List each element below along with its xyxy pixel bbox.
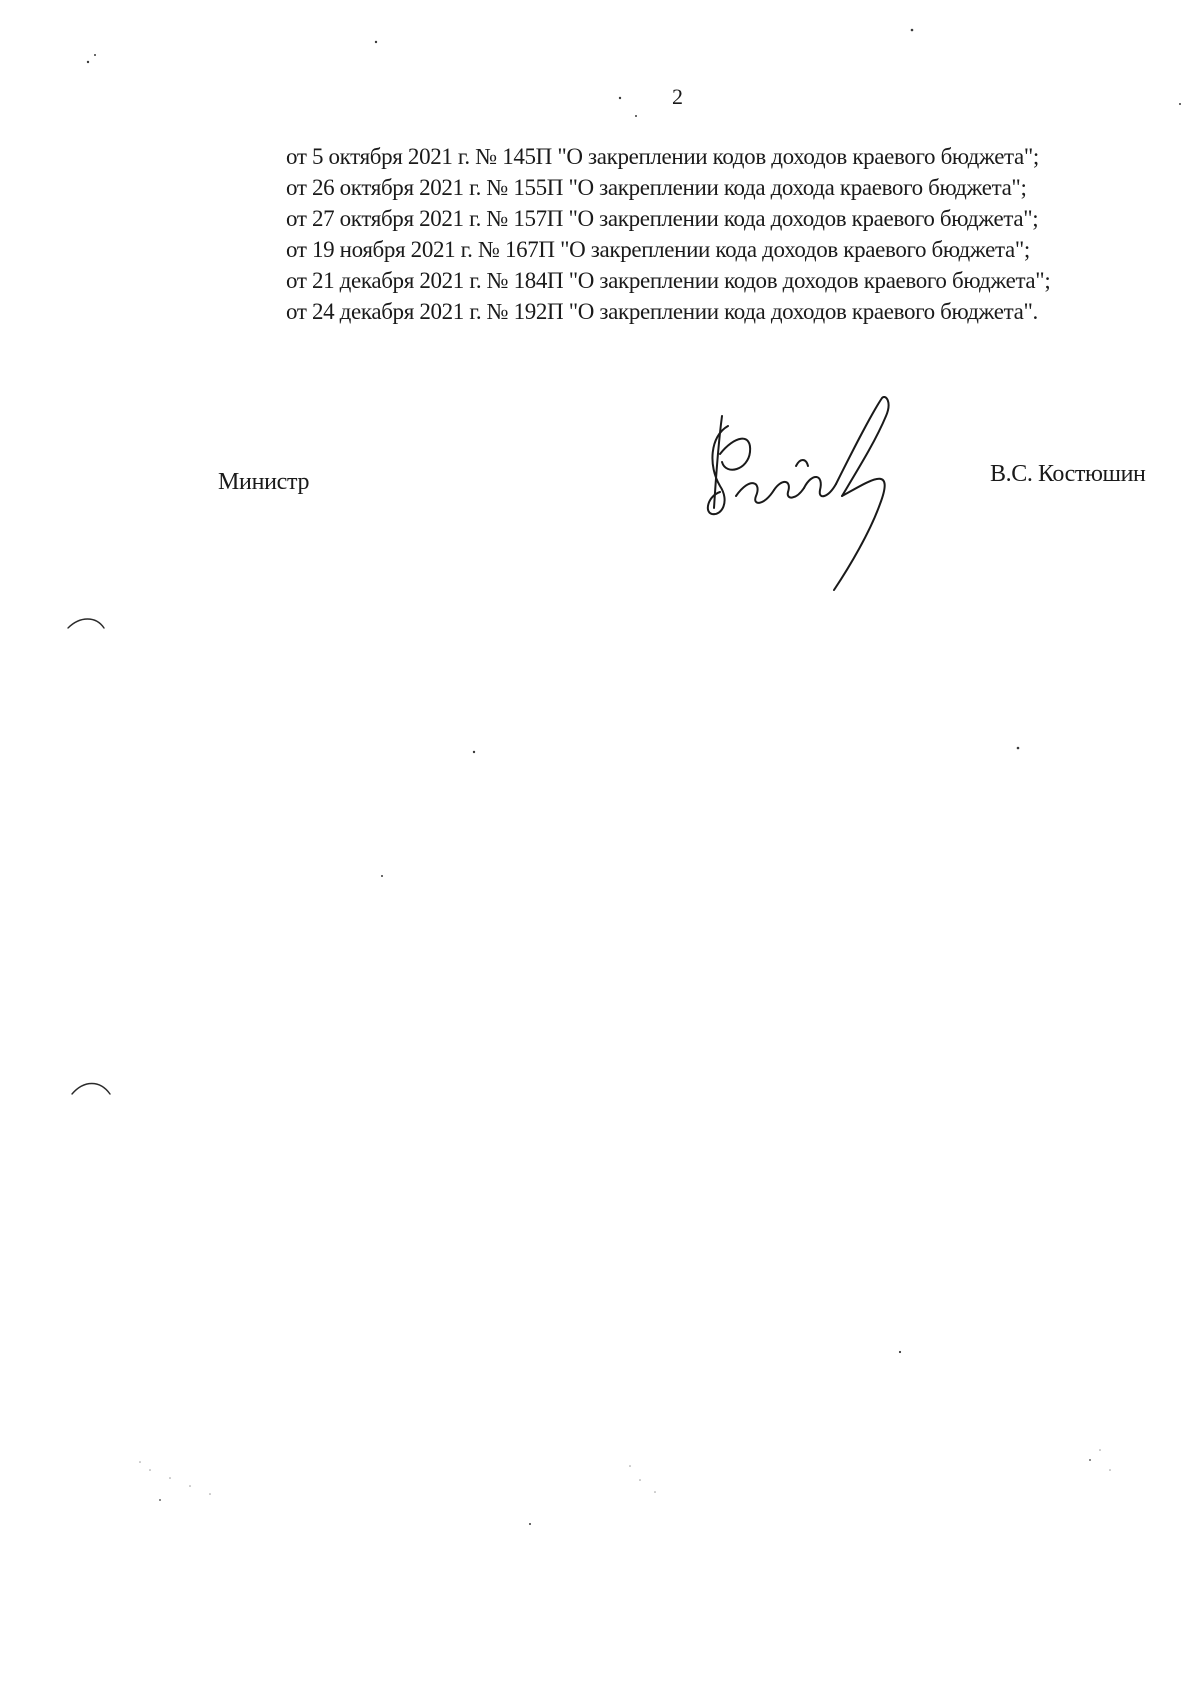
resolutions-list (286, 141, 1186, 327)
list-item: от 27 октября 2021 г. № 157П "О закреплении кода доходов краевого бюджета"; (286, 206, 1039, 231)
signature-image (700, 396, 910, 592)
list-item: от 19 ноября 2021 г. № 167П "О закреплении кода доходов краевого бюджета"; (286, 237, 1030, 262)
signer-name: В.С. Костюшин (990, 461, 1146, 487)
list-item: от 24 декабря 2021 г. № 192П "О закреплении кода доходов краевого бюджета". (286, 299, 1038, 324)
punch-hole-mark (68, 619, 104, 628)
list-item: от 26 октября 2021 г. № 155П "О закреплении кода дохода краевого бюджета"; (286, 175, 1027, 200)
list-item: от 21 декабря 2021 г. № 184П "О закреплении кодов доходов краевого бюджета"; (286, 268, 1051, 293)
punch-hole-mark (72, 1084, 110, 1095)
page-number: 2 (672, 84, 683, 109)
list-item: от 5 октября 2021 г. № 145П "О закреплении кодов доходов краевого бюджета"; (286, 144, 1039, 169)
signer-position: Министр (218, 469, 310, 495)
